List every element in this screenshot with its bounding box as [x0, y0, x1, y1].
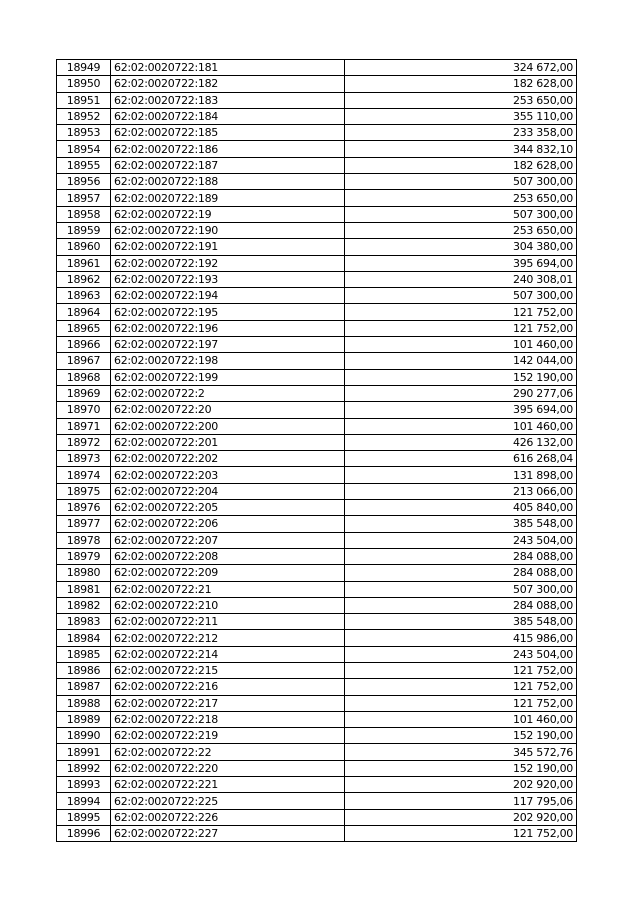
cadastral-number-cell: 62:02:0020722:193 [111, 271, 345, 287]
table-row [57, 157, 577, 173]
row-number-cell: 18995 [57, 809, 111, 825]
cadastral-number-cell: 62:02:0020722:194 [111, 288, 345, 304]
cadastral-value-cell: 202 920,00 [345, 777, 577, 793]
row-number-cell: 18977 [57, 516, 111, 532]
row-number-cell: 18954 [57, 141, 111, 157]
table-row [57, 125, 577, 141]
cadastral-value-table [56, 59, 577, 842]
row-number-cell: 18950 [57, 76, 111, 92]
table-row [57, 92, 577, 108]
row-number-cell: 18969 [57, 385, 111, 401]
cadastral-number-cell: 62:02:0020722:214 [111, 646, 345, 662]
cadastral-number-cell: 62:02:0020722:216 [111, 679, 345, 695]
table-row [57, 222, 577, 238]
table-row [57, 190, 577, 206]
cadastral-value-cell: 152 190,00 [345, 728, 577, 744]
cadastral-number-cell: 62:02:0020722:21 [111, 581, 345, 597]
cadastral-value-cell: 182 628,00 [345, 76, 577, 92]
table-row [57, 597, 577, 613]
table-row [57, 711, 577, 727]
cadastral-number-cell: 62:02:0020722:226 [111, 809, 345, 825]
cadastral-value-cell: 324 672,00 [345, 60, 577, 76]
cadastral-value-cell: 507 300,00 [345, 206, 577, 222]
cadastral-value-cell: 426 132,00 [345, 434, 577, 450]
cadastral-number-cell: 62:02:0020722:205 [111, 500, 345, 516]
cadastral-value-cell: 415 986,00 [345, 630, 577, 646]
table-row [57, 614, 577, 630]
cadastral-value-cell: 152 190,00 [345, 369, 577, 385]
row-number-cell: 18955 [57, 157, 111, 173]
table-row [57, 793, 577, 809]
table-row [57, 451, 577, 467]
cadastral-value-cell: 101 460,00 [345, 418, 577, 434]
cadastral-number-cell: 62:02:0020722:203 [111, 467, 345, 483]
cadastral-number-cell: 62:02:0020722:221 [111, 777, 345, 793]
cadastral-number-cell: 62:02:0020722:212 [111, 630, 345, 646]
table-row [57, 304, 577, 320]
table-row [57, 108, 577, 124]
cadastral-number-cell: 62:02:0020722:192 [111, 255, 345, 271]
cadastral-value-cell: 233 358,00 [345, 125, 577, 141]
cadastral-value-cell: 121 752,00 [345, 825, 577, 841]
table-row [57, 288, 577, 304]
cadastral-number-cell: 62:02:0020722:204 [111, 483, 345, 499]
cadastral-value-cell: 355 110,00 [345, 108, 577, 124]
table-row [57, 402, 577, 418]
cadastral-value-cell: 101 460,00 [345, 711, 577, 727]
cadastral-value-cell: 345 572,76 [345, 744, 577, 760]
table-row [57, 467, 577, 483]
cadastral-number-cell: 62:02:0020722:206 [111, 516, 345, 532]
row-number-cell: 18953 [57, 125, 111, 141]
cadastral-value-cell: 117 795,06 [345, 793, 577, 809]
cadastral-value-cell: 304 380,00 [345, 239, 577, 255]
table-row [57, 581, 577, 597]
cadastral-number-cell: 62:02:0020722:185 [111, 125, 345, 141]
cadastral-number-cell: 62:02:0020722:218 [111, 711, 345, 727]
table-row [57, 76, 577, 92]
row-number-cell: 18990 [57, 728, 111, 744]
cadastral-number-cell: 62:02:0020722:19 [111, 206, 345, 222]
table-row [57, 516, 577, 532]
cadastral-number-cell: 62:02:0020722:195 [111, 304, 345, 320]
table-row [57, 695, 577, 711]
table-row [57, 825, 577, 841]
cadastral-value-cell: 182 628,00 [345, 157, 577, 173]
row-number-cell: 18996 [57, 825, 111, 841]
cadastral-value-cell: 253 650,00 [345, 92, 577, 108]
table-row [57, 337, 577, 353]
row-number-cell: 18985 [57, 646, 111, 662]
row-number-cell: 18974 [57, 467, 111, 483]
table-row [57, 206, 577, 222]
table-row [57, 141, 577, 157]
cadastral-value-cell: 152 190,00 [345, 760, 577, 776]
cadastral-number-cell: 62:02:0020722:215 [111, 662, 345, 678]
table-row [57, 255, 577, 271]
table-row [57, 353, 577, 369]
row-number-cell: 18962 [57, 271, 111, 287]
cadastral-value-cell: 616 268,04 [345, 451, 577, 467]
row-number-cell: 18968 [57, 369, 111, 385]
cadastral-value-cell: 121 752,00 [345, 662, 577, 678]
row-number-cell: 18970 [57, 402, 111, 418]
table-row [57, 662, 577, 678]
table-row [57, 532, 577, 548]
row-number-cell: 18956 [57, 174, 111, 190]
row-number-cell: 18980 [57, 565, 111, 581]
table-row [57, 744, 577, 760]
cadastral-number-cell: 62:02:0020722:211 [111, 614, 345, 630]
row-number-cell: 18986 [57, 662, 111, 678]
row-number-cell: 18963 [57, 288, 111, 304]
table-row [57, 369, 577, 385]
table-row [57, 760, 577, 776]
cadastral-number-cell: 62:02:0020722:190 [111, 222, 345, 238]
cadastral-number-cell: 62:02:0020722:201 [111, 434, 345, 450]
cadastral-number-cell: 62:02:0020722:188 [111, 174, 345, 190]
cadastral-number-cell: 62:02:0020722:198 [111, 353, 345, 369]
cadastral-value-cell: 385 548,00 [345, 516, 577, 532]
cadastral-number-cell: 62:02:0020722:181 [111, 60, 345, 76]
cadastral-value-cell: 240 308,01 [345, 271, 577, 287]
row-number-cell: 18981 [57, 581, 111, 597]
cadastral-number-cell: 62:02:0020722:225 [111, 793, 345, 809]
row-number-cell: 18949 [57, 60, 111, 76]
row-number-cell: 18978 [57, 532, 111, 548]
table-row [57, 500, 577, 516]
cadastral-value-cell: 290 277,06 [345, 385, 577, 401]
table-row [57, 777, 577, 793]
cadastral-number-cell: 62:02:0020722:197 [111, 337, 345, 353]
table-row [57, 434, 577, 450]
row-number-cell: 18976 [57, 500, 111, 516]
row-number-cell: 18959 [57, 222, 111, 238]
cadastral-value-cell: 507 300,00 [345, 581, 577, 597]
row-number-cell: 18983 [57, 614, 111, 630]
cadastral-number-cell: 62:02:0020722:219 [111, 728, 345, 744]
table-row [57, 728, 577, 744]
cadastral-value-cell: 121 752,00 [345, 304, 577, 320]
row-number-cell: 18984 [57, 630, 111, 646]
table-row [57, 320, 577, 336]
cadastral-number-cell: 62:02:0020722:207 [111, 532, 345, 548]
cadastral-value-cell: 284 088,00 [345, 565, 577, 581]
cadastral-number-cell: 62:02:0020722:183 [111, 92, 345, 108]
cadastral-number-cell: 62:02:0020722:186 [111, 141, 345, 157]
table-row [57, 630, 577, 646]
row-number-cell: 18967 [57, 353, 111, 369]
cadastral-value-cell: 121 752,00 [345, 695, 577, 711]
cadastral-value-cell: 405 840,00 [345, 500, 577, 516]
cadastral-value-cell: 243 504,00 [345, 532, 577, 548]
cadastral-value-cell: 243 504,00 [345, 646, 577, 662]
row-number-cell: 18979 [57, 548, 111, 564]
row-number-cell: 18966 [57, 337, 111, 353]
cadastral-value-cell: 121 752,00 [345, 679, 577, 695]
row-number-cell: 18961 [57, 255, 111, 271]
cadastral-number-cell: 62:02:0020722:200 [111, 418, 345, 434]
row-number-cell: 18982 [57, 597, 111, 613]
row-number-cell: 18965 [57, 320, 111, 336]
cadastral-number-cell: 62:02:0020722:20 [111, 402, 345, 418]
cadastral-number-cell: 62:02:0020722:196 [111, 320, 345, 336]
cadastral-value-cell: 253 650,00 [345, 222, 577, 238]
cadastral-value-cell: 395 694,00 [345, 402, 577, 418]
row-number-cell: 18960 [57, 239, 111, 255]
cadastral-value-cell: 507 300,00 [345, 288, 577, 304]
row-number-cell: 18994 [57, 793, 111, 809]
cadastral-value-cell: 142 044,00 [345, 353, 577, 369]
cadastral-number-cell: 62:02:0020722:189 [111, 190, 345, 206]
table-row [57, 418, 577, 434]
table-row [57, 483, 577, 499]
cadastral-number-cell: 62:02:0020722:2 [111, 385, 345, 401]
row-number-cell: 18951 [57, 92, 111, 108]
cadastral-number-cell: 62:02:0020722:182 [111, 76, 345, 92]
cadastral-value-cell: 284 088,00 [345, 597, 577, 613]
table-row [57, 239, 577, 255]
table-row [57, 565, 577, 581]
table-row [57, 548, 577, 564]
cadastral-value-cell: 101 460,00 [345, 337, 577, 353]
cadastral-number-cell: 62:02:0020722:202 [111, 451, 345, 467]
table-row [57, 60, 577, 76]
cadastral-value-cell: 284 088,00 [345, 548, 577, 564]
table-row [57, 646, 577, 662]
row-number-cell: 18991 [57, 744, 111, 760]
row-number-cell: 18973 [57, 451, 111, 467]
table-row [57, 679, 577, 695]
cadastral-value-cell: 344 832,10 [345, 141, 577, 157]
cadastral-number-cell: 62:02:0020722:199 [111, 369, 345, 385]
cadastral-number-cell: 62:02:0020722:184 [111, 108, 345, 124]
cadastral-number-cell: 62:02:0020722:217 [111, 695, 345, 711]
cadastral-value-cell: 131 898,00 [345, 467, 577, 483]
cadastral-value-cell: 121 752,00 [345, 320, 577, 336]
cadastral-number-cell: 62:02:0020722:208 [111, 548, 345, 564]
cadastral-value-cell: 253 650,00 [345, 190, 577, 206]
table-row [57, 809, 577, 825]
cadastral-value-cell: 395 694,00 [345, 255, 577, 271]
table-row [57, 174, 577, 190]
row-number-cell: 18971 [57, 418, 111, 434]
row-number-cell: 18958 [57, 206, 111, 222]
cadastral-number-cell: 62:02:0020722:220 [111, 760, 345, 776]
cadastral-value-cell: 507 300,00 [345, 174, 577, 190]
row-number-cell: 18964 [57, 304, 111, 320]
cadastral-number-cell: 62:02:0020722:22 [111, 744, 345, 760]
cadastral-value-cell: 213 066,00 [345, 483, 577, 499]
cadastral-number-cell: 62:02:0020722:227 [111, 825, 345, 841]
cadastral-number-cell: 62:02:0020722:209 [111, 565, 345, 581]
table-row [57, 271, 577, 287]
row-number-cell: 18989 [57, 711, 111, 727]
row-number-cell: 18988 [57, 695, 111, 711]
table-row [57, 385, 577, 401]
table-body [57, 60, 577, 842]
row-number-cell: 18987 [57, 679, 111, 695]
row-number-cell: 18992 [57, 760, 111, 776]
row-number-cell: 18972 [57, 434, 111, 450]
row-number-cell: 18993 [57, 777, 111, 793]
cadastral-number-cell: 62:02:0020722:191 [111, 239, 345, 255]
row-number-cell: 18957 [57, 190, 111, 206]
cadastral-value-cell: 202 920,00 [345, 809, 577, 825]
row-number-cell: 18975 [57, 483, 111, 499]
cadastral-value-cell: 385 548,00 [345, 614, 577, 630]
row-number-cell: 18952 [57, 108, 111, 124]
cadastral-number-cell: 62:02:0020722:187 [111, 157, 345, 173]
cadastral-number-cell: 62:02:0020722:210 [111, 597, 345, 613]
